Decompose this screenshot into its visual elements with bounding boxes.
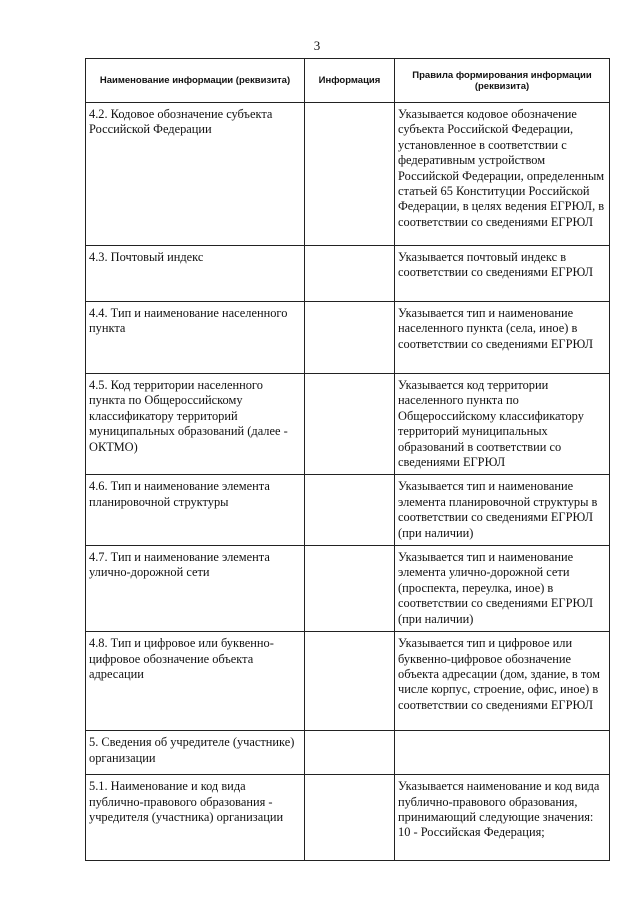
row-info-cell xyxy=(305,302,395,374)
header-name: Наименование информации (реквизита) xyxy=(86,59,305,103)
row-name-cell: 4.3. Почтовый индекс xyxy=(86,246,305,302)
row-rules-cell: Указывается код территории населенного пункта по Общероссийскому классификатору территорий муниципальных образований в соответствии со сведениями ЕГРЮЛ xyxy=(395,374,610,475)
table-row xyxy=(86,302,610,374)
row-info-cell xyxy=(305,775,395,861)
table-row xyxy=(86,731,610,775)
requisites-table xyxy=(85,58,610,861)
row-rules-cell: Указывается тип и наименование элемента улично-дорожной сети (проспекта, переулка, иное) в соответствии со сведениями ЕГРЮЛ (при наличии) xyxy=(395,546,610,632)
header-info: Информация xyxy=(305,59,395,103)
row-info-cell xyxy=(305,374,395,475)
row-rules-cell: Указывается кодовое обозначение субъекта Российской Федерации, установленное в соответствии с федеративным устройством Российской Федерации, определенным статьей 65 Конституции Российской Федерации, в целях ведения ЕГРЮЛ, в соответствии со сведениями ЕГРЮЛ xyxy=(395,103,610,246)
table-row xyxy=(86,546,610,632)
row-rules-cell: Указывается наименование и код вида публично-правового образования, принимающий следующие значения: 10 - Российская Федерация; xyxy=(395,775,610,861)
row-name-cell: 5.1. Наименование и код вида публично-правового образования - учредителя (участника) организации xyxy=(86,775,305,861)
table-row xyxy=(86,632,610,731)
table-row xyxy=(86,374,610,475)
row-name-cell: 4.4. Тип и наименование населенного пункта xyxy=(86,302,305,374)
row-info-cell xyxy=(305,103,395,246)
table-row xyxy=(86,775,610,861)
row-info-cell xyxy=(305,546,395,632)
row-name-cell: 4.8. Тип и цифровое или буквенно-цифровое обозначение объекта адресации xyxy=(86,632,305,731)
table-row xyxy=(86,103,610,246)
page-number: 3 xyxy=(313,38,321,53)
table-row xyxy=(86,246,610,302)
row-info-cell xyxy=(305,475,395,546)
row-rules-cell xyxy=(395,731,610,775)
row-name-cell: 4.2. Кодовое обозначение субъекта Российской Федерации xyxy=(86,103,305,246)
table-header-row xyxy=(86,59,610,103)
row-info-cell xyxy=(305,632,395,731)
table-row xyxy=(86,475,610,546)
row-info-cell xyxy=(305,731,395,775)
row-name-cell: 4.7. Тип и наименование элемента улично-дорожной сети xyxy=(86,546,305,632)
row-rules-cell: Указывается почтовый индекс в соответствии со сведениями ЕГРЮЛ xyxy=(395,246,610,302)
row-rules-cell: Указывается тип и цифровое или буквенно-цифровое обозначение объекта адресации (дом, здание, в том числе корпус, строение, офис, иное) в соответствии со сведениями ЕГРЮЛ xyxy=(395,632,610,731)
row-name-cell: 4.6. Тип и наименование элемента планировочной структуры xyxy=(86,475,305,546)
row-name-cell: 4.5. Код территории населенного пункта по Общероссийскому классификатору территорий муниципальных образований (далее - ОКТМО) xyxy=(86,374,305,475)
row-rules-cell: Указывается тип и наименование населенного пункта (села, иное) в соответствии со сведениями ЕГРЮЛ xyxy=(395,302,610,374)
row-info-cell xyxy=(305,246,395,302)
header-rules: Правила формирования информации (реквизита) xyxy=(395,59,610,103)
row-rules-cell: Указывается тип и наименование элемента планировочной структуры в соответствии со сведениями ЕГРЮЛ (при наличии) xyxy=(395,475,610,546)
row-name-cell: 5. Сведения об учредителе (участнике) организации xyxy=(86,731,305,775)
